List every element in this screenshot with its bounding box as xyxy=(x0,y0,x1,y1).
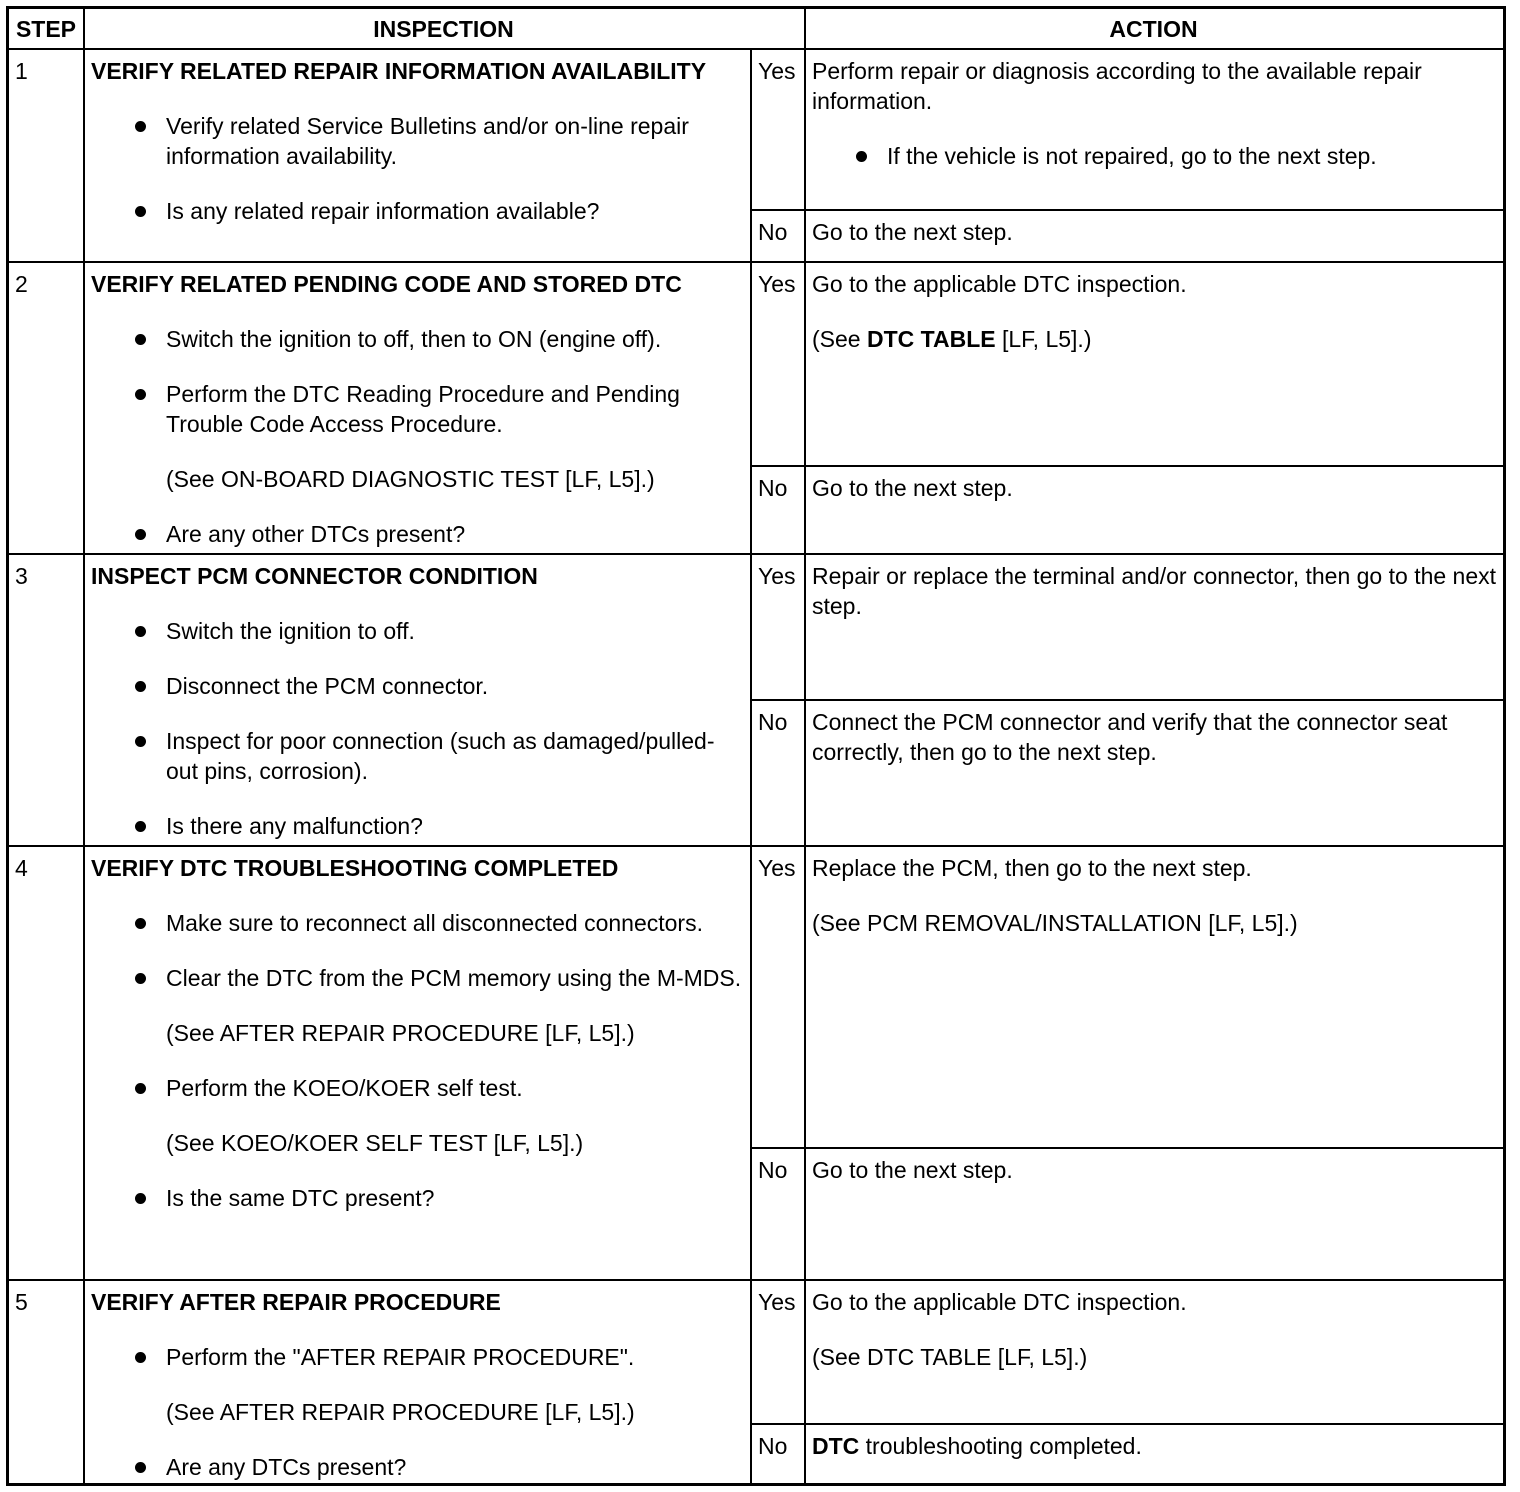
header-action: ACTION xyxy=(1109,16,1198,42)
action-text: Go to the next step. xyxy=(812,1157,1013,1183)
step-3-inspection xyxy=(85,555,750,841)
inspection-item: Disconnect the PCM connector. xyxy=(91,671,742,701)
step-title: VERIFY RELATED PENDING CODE AND STORED DTC xyxy=(91,271,682,297)
step-3-no-action xyxy=(806,701,1503,767)
inspection-item: Perform the KOEO/KOER self test. xyxy=(91,1073,742,1103)
yes-label: Yes xyxy=(758,1289,796,1315)
step-1-yes-action xyxy=(806,50,1503,171)
inspection-table xyxy=(6,6,1506,1486)
action-text: Go to the next step. xyxy=(812,475,1013,501)
inspection-item: Inspect for poor connection (such as damaged/pulled-out pins, corrosion). xyxy=(91,726,742,786)
action-text: Go to the next step. xyxy=(812,219,1013,245)
header-step: STEP xyxy=(15,16,77,42)
step-title: VERIFY AFTER REPAIR PROCEDURE xyxy=(91,1289,501,1315)
inspection-item: Make sure to reconnect all disconnected connectors. xyxy=(91,908,742,938)
step-title: VERIFY RELATED REPAIR INFORMATION AVAILABILITY xyxy=(91,58,707,84)
ref-prefix: (See xyxy=(812,326,867,352)
step-number: 3 xyxy=(15,563,28,589)
step-number: 2 xyxy=(15,271,28,297)
action-rest: troubleshooting completed. xyxy=(859,1433,1142,1459)
step-1-inspection xyxy=(85,50,750,226)
inspection-question: Is the same DTC present? xyxy=(91,1183,742,1213)
step-title: VERIFY DTC TROUBLESHOOTING COMPLETED xyxy=(91,855,619,881)
header-inspection: INSPECTION xyxy=(373,16,514,42)
step-1-no-action xyxy=(806,211,1503,247)
step-4-no-action xyxy=(806,1149,1503,1185)
no-label: No xyxy=(758,709,788,735)
no-label: No xyxy=(758,475,788,501)
no-label: No xyxy=(758,219,788,245)
action-bullet: If the vehicle is not repaired, go to the next step. xyxy=(812,141,1497,171)
inspection-question: Are any other DTCs present? xyxy=(91,519,742,549)
action-reference: (See DTC TABLE [LF, L5].) xyxy=(812,1344,1088,1370)
inspection-question: Is there any malfunction? xyxy=(91,811,742,841)
inspection-item: Clear the DTC from the PCM memory using the M-MDS. xyxy=(91,963,742,993)
step-title: INSPECT PCM CONNECTOR CONDITION xyxy=(91,563,538,589)
action-text: Repair or replace the terminal and/or connector, then go to the next step. xyxy=(812,563,1497,619)
step-5-no-action xyxy=(806,1425,1503,1461)
action-reference xyxy=(812,324,1497,354)
yes-label: Yes xyxy=(758,855,796,881)
step-4-inspection xyxy=(85,847,750,1213)
step-2-yes-action xyxy=(806,263,1503,354)
reference-note: (See KOEO/KOER SELF TEST [LF, L5].) xyxy=(166,1130,584,1156)
no-label: No xyxy=(758,1433,788,1459)
step-5-inspection xyxy=(85,1281,750,1482)
action-text: Connect the PCM connector and verify that the connector seat correctly, then go to the next step. xyxy=(812,709,1448,765)
step-2-no-action xyxy=(806,467,1503,503)
inspection-question: Is any related repair information available? xyxy=(91,196,742,226)
step-number: 5 xyxy=(15,1289,28,1315)
action-reference: (See PCM REMOVAL/INSTALLATION [LF, L5].) xyxy=(812,910,1298,936)
inspection-item: Perform the "AFTER REPAIR PROCEDURE". xyxy=(91,1342,742,1372)
inspection-item: Perform the DTC Reading Procedure and Pending Trouble Code Access Procedure. xyxy=(91,379,742,439)
no-label: No xyxy=(758,1157,788,1183)
ref-bold: DTC TABLE xyxy=(866,326,996,352)
step-number: 1 xyxy=(15,58,28,84)
action-text xyxy=(812,1431,1497,1461)
yes-label: Yes xyxy=(758,563,796,589)
action-text: Go to the applicable DTC inspection. xyxy=(812,1289,1187,1315)
inspection-item: Switch the ignition to off, then to ON (engine off). xyxy=(91,324,742,354)
reference-note: (See AFTER REPAIR PROCEDURE [LF, L5].) xyxy=(166,1399,635,1425)
inspection-question: Are any DTCs present? xyxy=(91,1452,742,1482)
yes-label: Yes xyxy=(758,58,796,84)
action-bold: DTC xyxy=(812,1433,860,1459)
action-text: Replace the PCM, then go to the next step. xyxy=(812,855,1252,881)
step-number: 4 xyxy=(15,855,28,881)
step-5-yes-action xyxy=(806,1281,1503,1372)
action-text: Perform repair or diagnosis according to the available repair information. xyxy=(812,58,1422,114)
inspection-item: Switch the ignition to off. xyxy=(91,616,742,646)
action-text: Go to the applicable DTC inspection. xyxy=(812,271,1187,297)
yes-label: Yes xyxy=(758,271,796,297)
step-4-yes-action xyxy=(806,847,1503,938)
ref-suffix: [LF, L5].) xyxy=(995,326,1092,352)
step-2-inspection xyxy=(85,263,750,549)
inspection-item: Verify related Service Bulletins and/or on-line repair information availability. xyxy=(91,111,742,171)
reference-note: (See AFTER REPAIR PROCEDURE [LF, L5].) xyxy=(166,1020,635,1046)
step-3-yes-action xyxy=(806,555,1503,621)
reference-note: (See ON-BOARD DIAGNOSTIC TEST [LF, L5].) xyxy=(166,466,655,492)
